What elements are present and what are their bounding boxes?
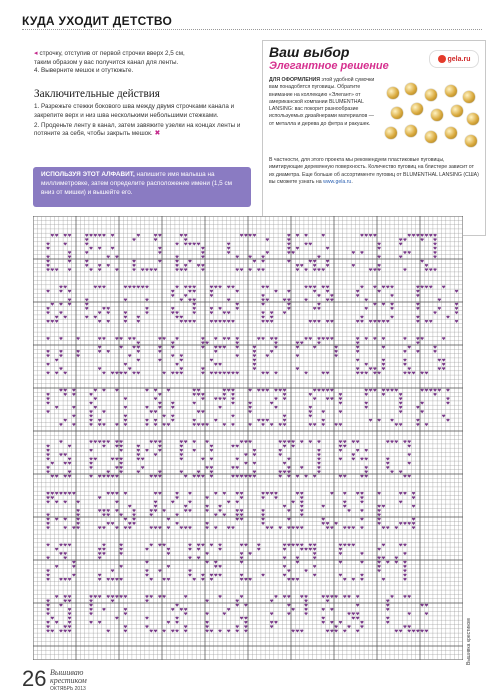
alphabet-callout-text: напишите имя малыша на миллиметровке, затем определите расположение имени (1,5 см вниз от мишки) и вышейте его. [41, 171, 233, 196]
alphabet-callout-bold: ИСПОЛЬЗУЯ ЭТОТ АЛФАВИТ, [41, 171, 135, 178]
section-title: КУДА УХОДИТ ДЕТСТВО [22, 14, 173, 28]
intro-line-2: таким образом у вас получится канал для ленты. [34, 58, 179, 66]
intro-line-1: строчку, отступив от первой строчки вверх 2,5 см, [39, 50, 185, 57]
button-icon [445, 127, 457, 139]
button-icon [425, 131, 437, 143]
ad-block [262, 40, 486, 236]
final-steps-heading: Заключительные действия [34, 88, 160, 100]
page-number: 26 [22, 666, 47, 691]
intro-line-3: 4. Выверните мешок и отутюжьте. [34, 67, 134, 75]
alphabet-callout [33, 167, 251, 207]
button-icon [465, 135, 477, 147]
button-icon [411, 103, 423, 115]
final-steps-text [34, 103, 258, 140]
ad-title: Ваш выбор [269, 44, 350, 60]
ad-body-2 [269, 157, 479, 186]
ad-body-2-end: . [351, 178, 353, 185]
button-icon [405, 125, 417, 137]
button-icon [467, 113, 479, 125]
logo-dot-icon [438, 55, 446, 63]
ad-body-bold: ДЛЯ ОФОРМЛЕНИЯ [269, 77, 321, 83]
end-mark-icon: ✖ [154, 130, 161, 138]
ad-buttons-image [381, 81, 479, 155]
chart-grid [33, 216, 463, 660]
chart-credit: Вышивка крестиком [466, 618, 472, 666]
button-icon [405, 83, 417, 95]
ad-url: www.gela.ru [323, 178, 352, 185]
button-icon [431, 109, 443, 121]
button-icon [425, 89, 437, 101]
cross-stitch-chart [33, 216, 463, 660]
logo-text: gela.ru [447, 55, 471, 63]
button-icon [463, 91, 475, 103]
button-icon [445, 85, 457, 97]
button-icon [451, 105, 463, 117]
intro-text [34, 50, 250, 76]
top-rule [22, 29, 482, 30]
ad-subtitle: Элегантное решение [269, 60, 389, 72]
button-icon [387, 87, 399, 99]
ad-body [269, 77, 379, 128]
gela-logo [429, 50, 479, 68]
magazine-name: Вышиваю крестиком [50, 668, 87, 685]
button-icon [391, 107, 403, 119]
ad-body-2-text: В частности, для этого проекта мы рекомендуем пластиковые пуговицы, имитирующие деревянную поверхность. Количество пуговиц на блистере зависит от их диаметра. Еще больше об ассортименте пуговиц от BLUMENTHAL LANSING (США) вы сможете узнать на [269, 157, 479, 185]
step-1: 1. Разрежьте стежки бокового шва между двумя строчками канала и закрепите верх и низ шва несколькими небольшими стежками. [34, 103, 235, 119]
step-2: 2. Проденьте ленту в канал, затем завяжите узелки на концах ленты и потяните за себя, чтобы закрыть мешок. [34, 121, 241, 138]
issue-date: ОКТЯБРЬ 2013 [50, 686, 86, 692]
ad-body-text: этой удобной сумочки вам понадобятся пуговицы. Обратите внимание на коллекцию «Элегант» от американской компании BLUMENTHAL LANSING: вас покорит разнообразие используемых дизайнерами материалов — от металла и дерева до фетра и ракушек. [269, 77, 375, 127]
bullet-icon: ◂ [34, 50, 40, 57]
button-icon [385, 127, 397, 139]
